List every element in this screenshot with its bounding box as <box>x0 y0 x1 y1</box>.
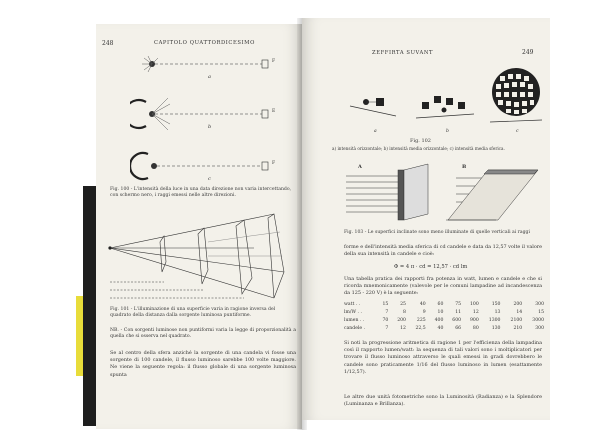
fig102-label: Fig. 102 <box>410 138 431 144</box>
fig101-caption: Fig. 101 - L'illuminazione di una superficie varia in ragione inversa del quadrato della distanza dalla sorgente luminosa puntiforme. <box>110 307 276 318</box>
table-cell: 14 <box>516 309 523 315</box>
fig102-b <box>416 96 474 118</box>
table-cell: 100 <box>469 301 479 307</box>
fig100-label-b: b <box>208 124 212 130</box>
table-cell: 225 <box>416 317 426 323</box>
table-cell: 3000 <box>532 317 544 323</box>
table-cell: 7 <box>385 325 389 331</box>
fig100-row-b <box>130 98 268 130</box>
fig102-a <box>350 98 396 116</box>
book-cover-edge <box>83 186 97 426</box>
table-cell: 300 <box>535 301 544 307</box>
table-cell: 15 <box>538 309 544 315</box>
table-cell: 66 <box>455 325 462 331</box>
table-cell: 200 <box>397 317 406 323</box>
table-row-label: candele . <box>344 325 366 331</box>
right-paragraph-2: Si noti la progressione aritmetica di ragione 1 per l'efficienza della lampadina così il rapporto lumen/watt: la sequenza di tali valori sono i moltiplicatori per trovare il flusso luminoso attraverso le quali emessi in gradi dovrebbero le candele sono praticamente 1/16 del flusso luminoso in lumen (esattamente 1/12,57). <box>344 340 542 375</box>
figure-102-intensity-types <box>346 62 542 138</box>
table-cell: 12 <box>400 325 406 331</box>
table-cell: 200 <box>513 301 523 307</box>
table-cell: 9 <box>422 309 426 315</box>
fig100-label-c: c <box>208 176 211 182</box>
figure-100-light-intensity <box>130 54 290 194</box>
table-cell: 8 <box>403 309 406 315</box>
table-cell: 60 <box>437 301 444 307</box>
table-cell: 40 <box>437 325 444 331</box>
table-cell: 600 <box>452 317 462 323</box>
table-cell: 12 <box>472 309 479 315</box>
fig102-sub-c: c <box>516 129 519 134</box>
fig103-label-b: B <box>462 164 467 170</box>
table-cell: 25 <box>400 301 406 307</box>
table-row-label: watt . . <box>344 301 361 307</box>
table-row-label: lm/W . . <box>344 309 362 315</box>
table-cell: 900 <box>469 317 479 323</box>
right-page-number: 249 <box>522 49 534 56</box>
left-page <box>96 24 302 429</box>
left-running-head: CAPITOLO QUATTORDICESIMO <box>154 40 255 46</box>
table-cell: 75 <box>455 301 462 307</box>
fig100-label-a: a <box>208 74 211 80</box>
fig100-screen-label-2: E <box>272 109 276 114</box>
watt-lumen-table <box>342 300 546 332</box>
fig102-sub-a: a <box>374 129 377 134</box>
table-row <box>342 324 546 332</box>
table-cell: 11 <box>455 309 462 315</box>
right-intro-text: forme e dell'intensità media sferica di cd candele e data da 12,57 volte il valore della sua intensità in candele e cioè: <box>344 244 542 258</box>
right-paragraph-3: Le altre due unità fotometriche sono la Luminosità (Radianza) e la Splendore (Luminanza e Brillanza). <box>344 394 542 408</box>
right-running-head: ZEFFIRTA SUVANT <box>372 50 434 56</box>
table-cell: 1300 <box>488 317 501 323</box>
table-cell: 70 <box>382 317 389 323</box>
figure-101-illumination-pyramid <box>104 212 296 306</box>
fig102-c <box>490 68 542 122</box>
table-cell: 130 <box>491 325 501 331</box>
left-paragraph-1: Se al centro della sfera anziché la sorgente di una candela vi fosse una sorgente di 100 candele, il flusso luminoso sarebbe 100 volte maggiore. Ne viene la seguente regola: il flusso globale di una sorgente luminosa spunta <box>110 350 296 378</box>
table-cell: 10 <box>437 309 444 315</box>
fig102-caption: a) intensità orizzontale; b) intensità media orizzontale; c) intensità media sferica. <box>332 146 505 151</box>
table-cell: 80 <box>472 325 479 331</box>
table-cell: 15 <box>382 301 389 307</box>
table-cell: 300 <box>535 325 544 331</box>
table-cell: 400 <box>434 317 444 323</box>
fig100-row-c <box>130 153 268 179</box>
fig100-caption: Fig. 100 - L'intensità della luce in una data direzione non varia intercettando, con schermo nero, i raggi emessi nelle altre direzioni. <box>110 187 292 198</box>
table-cell: 210 <box>513 325 523 331</box>
fig102-sub-b: b <box>446 129 449 134</box>
right-formula: Φ = 4 π · cd = 12,57 · cd lm <box>394 264 468 270</box>
fig100-row-a <box>142 56 268 72</box>
table-row <box>342 316 546 324</box>
table-cell: 40 <box>419 301 426 307</box>
table-cell: 150 <box>491 301 501 307</box>
left-nb-text: NB. - Con sorgenti luminose non puntiformi varia la legge di proporzionalità a quella che si osserva nel quadrato. <box>110 328 296 340</box>
table-cell: 2100 <box>510 317 523 323</box>
fig100-screen-label-3: F <box>272 161 276 166</box>
figure-103-inclined-surfaces <box>338 160 544 230</box>
fig100-screen-label-1: F <box>272 59 276 64</box>
table-row-label: lumen . . <box>344 317 365 323</box>
table-cell: 7 <box>385 309 389 315</box>
right-page <box>302 18 550 420</box>
table-cell: 13 <box>494 309 501 315</box>
fig103-caption: Fig. 103 - Le superfici inclinate sono meno illuminate di quelle verticali ai raggi <box>344 230 530 235</box>
table-row <box>342 300 546 308</box>
fig103-label-a: A <box>358 164 362 170</box>
left-page-number: 248 <box>102 40 114 47</box>
table-cell: 22,5 <box>415 325 426 331</box>
table-row <box>342 308 546 316</box>
right-table-intro: Una tabella pratica dei rapporti fra potenza in watt, lumen e candele e che si ricorda mnemonicamente (valevole per le comuni lampadine ad incandescenza da 125 - 220 V) è la seguente: <box>344 276 542 297</box>
